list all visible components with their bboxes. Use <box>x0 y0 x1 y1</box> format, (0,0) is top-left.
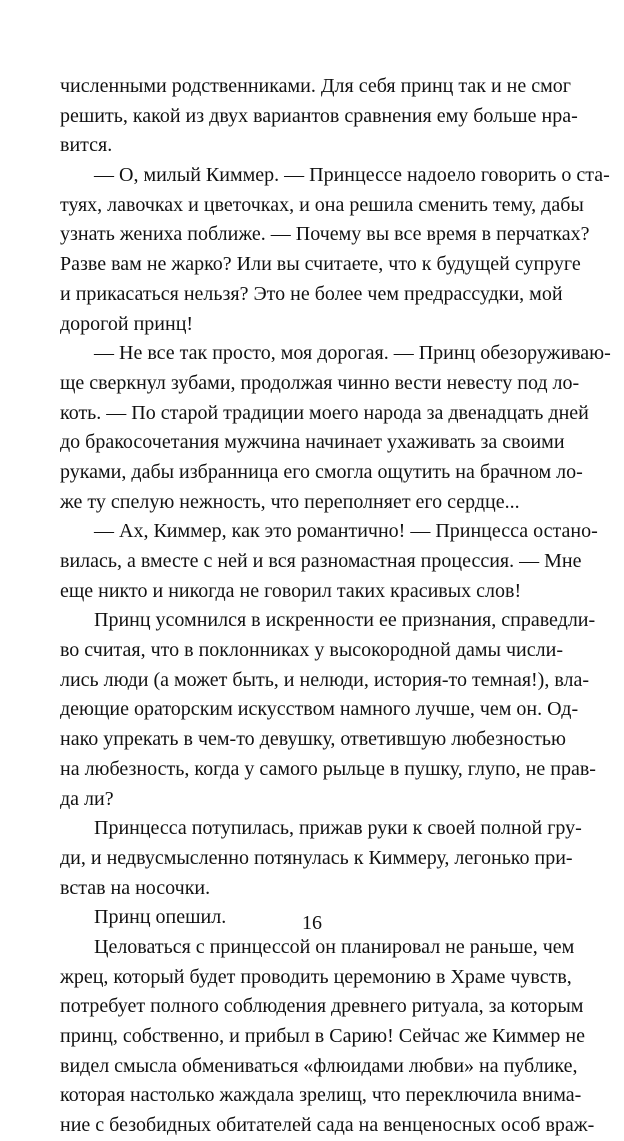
paragraph <box>60 933 595 1141</box>
paragraph <box>60 339 611 517</box>
paragraph <box>60 161 610 339</box>
text-line: — О, милый Киммер. — Принцессе надоело говорить о ста- <box>94 164 610 187</box>
text-line: Целоваться с принцессой он планировал не раньше, чем <box>94 935 575 958</box>
text-line: до бракосочетания мужчина начинает ухаживать за своими <box>60 431 565 454</box>
text-line: руками, дабы избранница его смогла ощутить на брачном ло- <box>60 460 583 483</box>
text-line: видел смысла обмениваться «флюидами любви» на публике, <box>60 1054 578 1077</box>
page-number: 16 <box>302 912 322 934</box>
text-line: же ту спелую нежность, что переполняет его сердце... <box>60 490 520 513</box>
text-line: встав на носочки. <box>60 876 211 899</box>
text-line: на любезность, когда у самого рыльце в пушку, глупо, не прав- <box>60 757 596 780</box>
text-line: принц, собственно, и прибыл в Сарию! Сейчас же Киммер не <box>60 1025 585 1047</box>
paragraph <box>60 606 596 814</box>
text-line: численными родственниками. Для себя принц так и не смог <box>60 75 571 97</box>
text-line: лись люди (а может быть, и нелюди, история-то темная!), вла- <box>60 668 590 691</box>
text-line: — Не все так просто, моя дорогая. — Принц обезоруживаю- <box>94 342 611 365</box>
text-line: вилась, а вместе с ней и вся разномастная процессия. — Мне <box>60 550 582 572</box>
text-line: — Ах, Киммер, как это романтично! — Принцесса остано- <box>94 520 598 543</box>
text-line: узнать жениха поближе. — Почему вы все время в перчатках? <box>60 223 590 246</box>
paragraph <box>60 814 582 903</box>
text-line: туях, лавочках и цветочках, и она решила сменить тему, дабы <box>60 193 584 216</box>
paragraph <box>60 72 578 161</box>
text-line: Принцесса потупилась, прижав руки к своей полной гру- <box>94 817 582 840</box>
text-line: коть. — По старой традиции моего народа за двенадцать дней <box>60 401 589 424</box>
text-line: решить, какой из двух вариантов сравнения ему больше нра- <box>60 104 578 127</box>
page-text <box>60 72 611 1141</box>
text-line: ще сверкнул зубами, продолжая чинно вести невесту под ло- <box>60 371 580 394</box>
text-line: которая настолько жаждала зрелищ, что переключила внима- <box>60 1084 582 1107</box>
text-line: Принц усомнился в искренности ее признания, справедли- <box>94 609 596 632</box>
text-line: ди, и недвусмысленно потянулась к Киммеру, легонько при- <box>60 846 573 869</box>
text-line: во считая, что в поклонниках у высокородной дамы числи- <box>60 639 563 662</box>
text-line: нако упрекать в чем-то девушку, ответившую любезностью <box>60 728 566 751</box>
text-line: еще никто и никогда не говорил таких красивых слов! <box>60 579 522 602</box>
text-line: дорогой принц! <box>60 312 194 335</box>
text-line: Разве вам не жарко? Или вы считаете, что к будущей супруге <box>60 253 581 276</box>
text-line: потребует полного соблюдения древнего ритуала, за которым <box>60 995 584 1018</box>
text-line: Принц опешил. <box>94 906 227 929</box>
paragraph <box>60 517 598 606</box>
text-line: вится. <box>60 134 113 157</box>
text-line: деющие ораторским искусством намного лучше, чем он. Од- <box>60 698 579 721</box>
text-line: и прикасаться нельзя? Это не более чем предрассудки, мой <box>60 282 563 305</box>
text-line: жрец, который будет проводить церемонию в Храме чувств, <box>60 965 572 988</box>
text-line: ние с безобидных обитателей сада на венценосных особ враж- <box>60 1114 595 1137</box>
text-line: да ли? <box>60 787 114 810</box>
